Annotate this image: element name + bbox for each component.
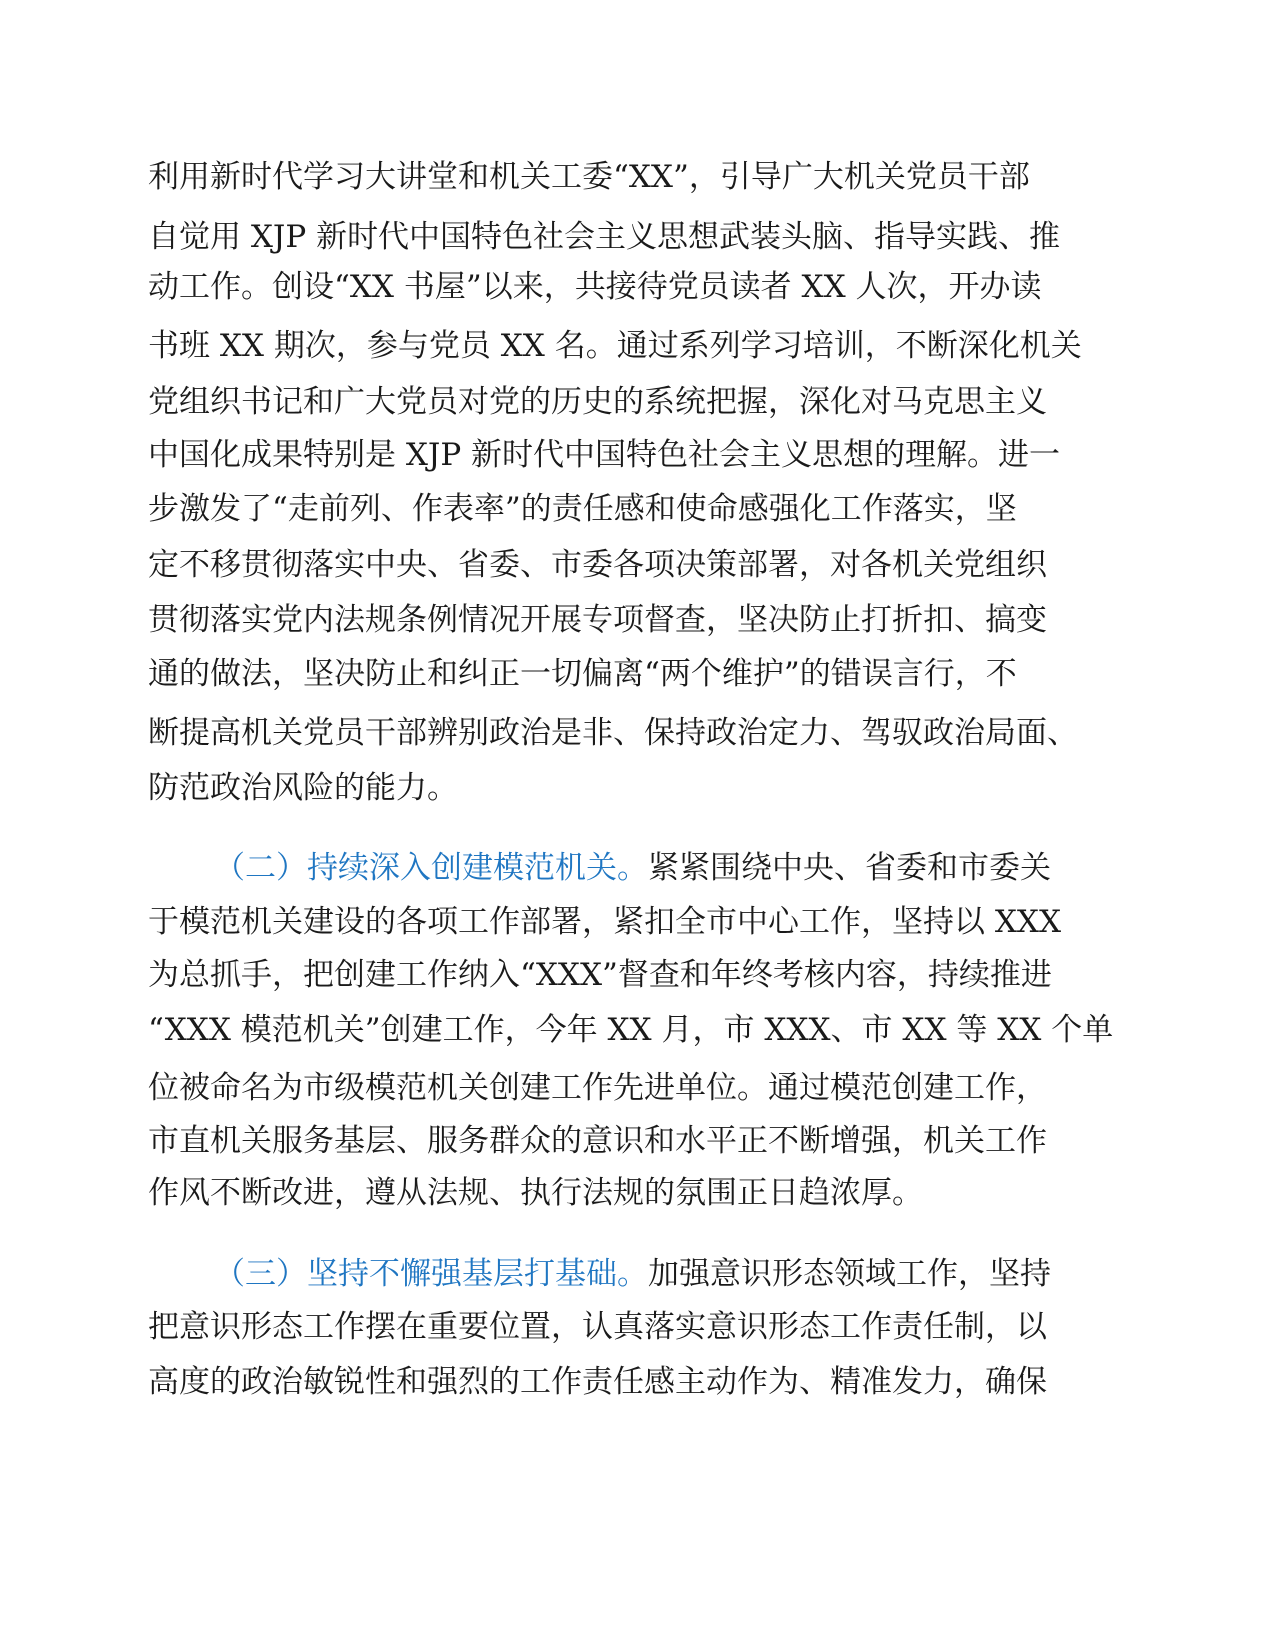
text-line: 步激发了“走前列、作表率”的责任感和使命感强化工作落实，坚 [148,491,1017,527]
text-line: 通的做法，坚决防止和纠正一切偏离“两个维护”的错误言行，不 [148,656,1017,692]
text-line: 市直机关服务基层、服务群众的意识和水平正不断增强，机关工作 [148,1123,1047,1159]
text-line: 作风不断改进，遵从法规、执行法规的氛围正日趋浓厚。 [148,1175,923,1211]
text-line: 定不移贯彻落实中央、省委、市委各项决策部署，对各机关党组织 [148,547,1047,583]
section-heading: （三）坚持不懈强基层打基础。 [214,1256,648,1292]
text-line: 把意识形态工作摆在重要位置，认真落实意识形态工作责任制，以 [148,1309,1047,1345]
text-line: 为总抓手，把创建工作纳入“XXX”督查和年终考核内容，持续推进 [148,957,1052,993]
text-line: 书班 XX 期次，参与党员 XX 名。通过系列学习培训，不断深化机关 [148,328,1082,364]
text-line: 位被命名为市级模范机关创建工作先进单位。通过模范创建工作， [148,1070,1047,1106]
text-line: 党组织书记和广大党员对党的历史的系统把握，深化对马克思主义 [148,384,1047,420]
text-line: 利用新时代学习大讲堂和机关工委“XX”，引导广大机关党员干部 [148,159,1030,195]
section-heading: （二）持续深入创建模范机关。 [214,850,648,886]
text-line: 高度的政治敏锐性和强烈的工作责任感主动作为、精准发力，确保 [148,1364,1047,1400]
text-line: 防范政治风险的能力。 [148,770,458,806]
text-run: 加强意识形态领域工作，坚持 [648,1256,1051,1292]
text-line: 中国化成果特别是 XJP 新时代中国特色社会主义思想的理解。进一 [148,437,1061,473]
text-line: 动工作。创设“XX 书屋”以来，共接待党员读者 XX 人次，开办读 [148,269,1042,305]
text-line: 贯彻落实党内法规条例情况开展专项督查，坚决防止打折扣、搞变 [148,602,1047,638]
paragraph-3-first-line [214,1254,1051,1294]
text-run: 紧紧围绕中央、省委和市委关 [648,850,1051,886]
text-line: 于模范机关建设的各项工作部署，紧扣全市中心工作，坚持以 XXX [148,904,1062,940]
text-line: 自觉用 XJP 新时代中国特色社会主义思想武装头脑、指导实践、推 [148,219,1061,255]
text-line: “XXX 模范机关”创建工作，今年 XX 月，市 XXX、市 XX 等 XX 个单 [148,1012,1114,1048]
text-line: 断提高机关党员干部辨别政治是非、保持政治定力、驾驭政治局面、 [148,715,1078,751]
paragraph-2-first-line [214,848,1051,888]
